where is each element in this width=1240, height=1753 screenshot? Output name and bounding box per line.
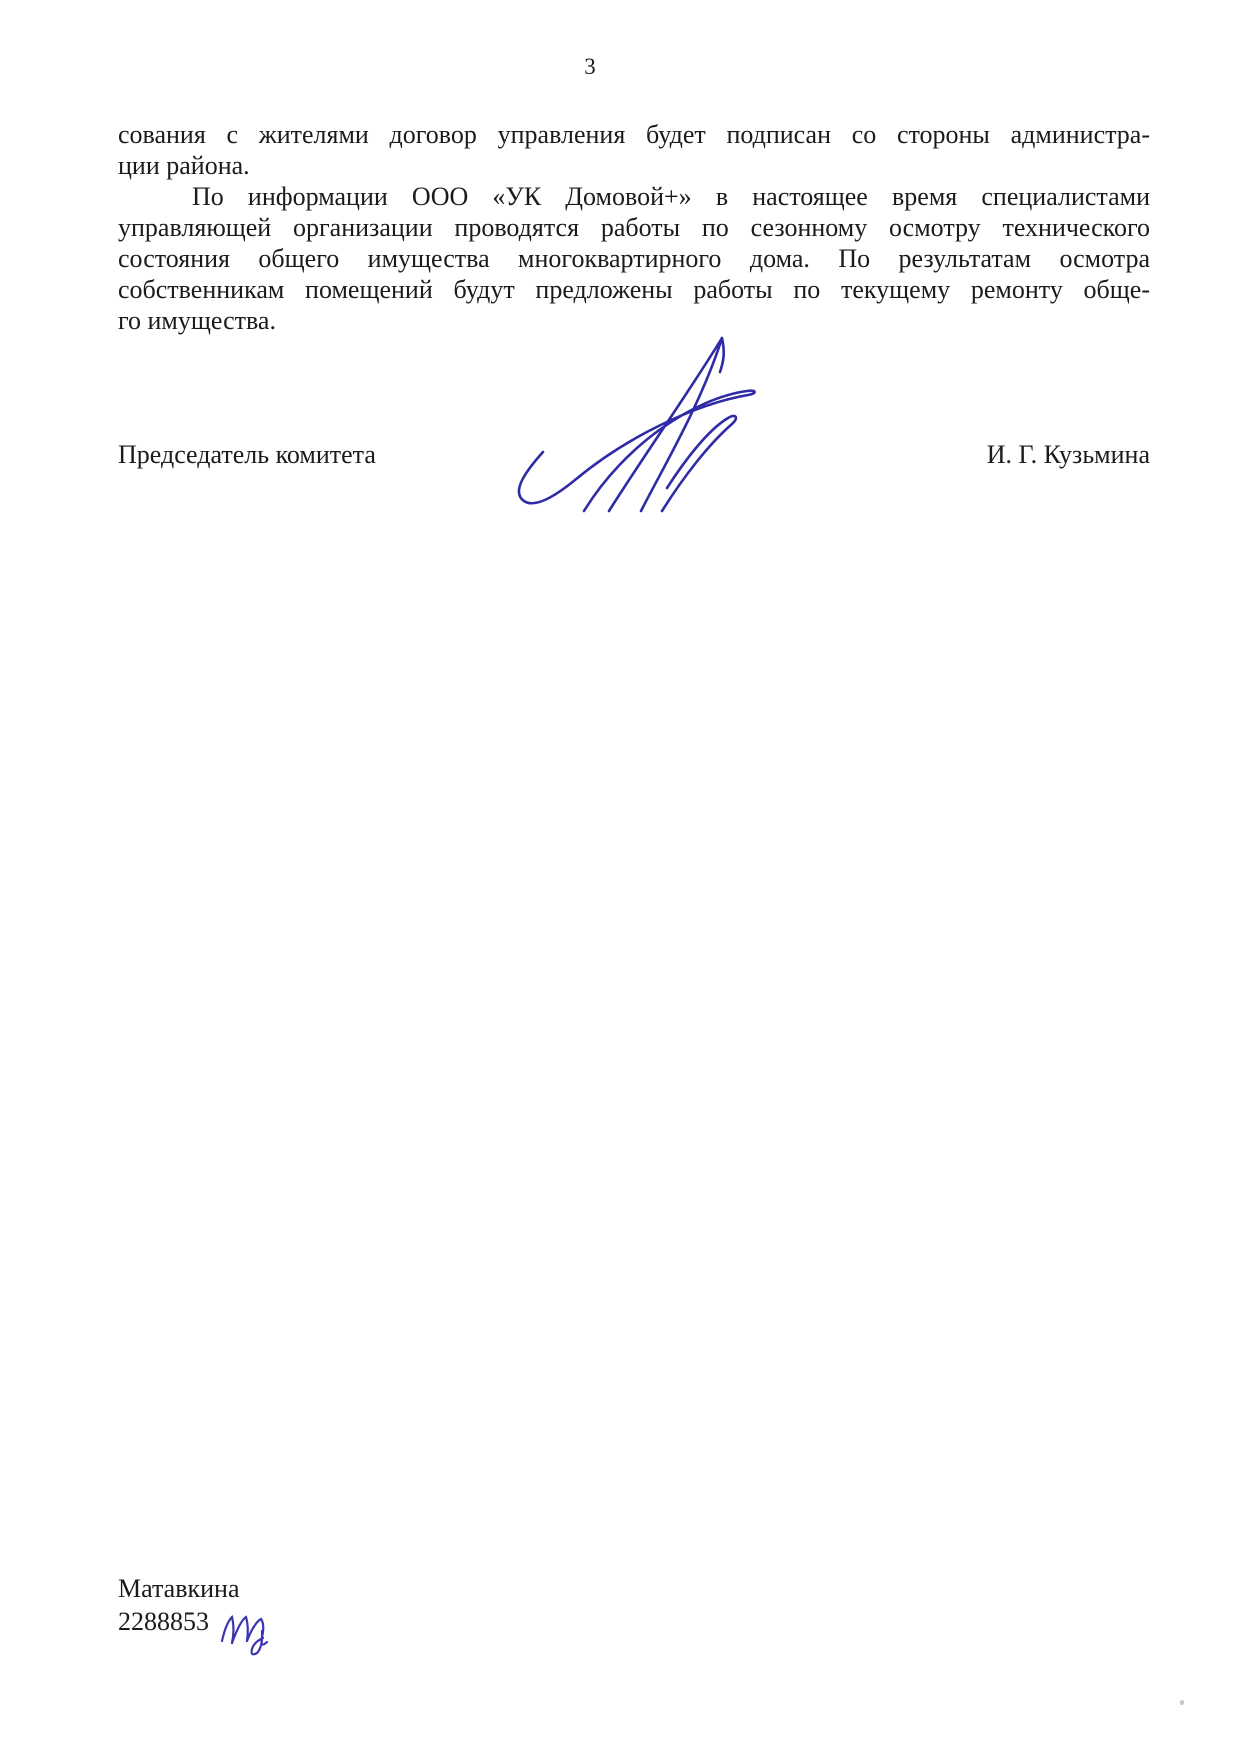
body-line: собственникам помещений будут предложены работы по текущему ремонту обще- xyxy=(118,275,1150,304)
signature-ink-icon xyxy=(503,334,765,514)
body-line: сования с жителями договор управления будет подписан со стороны администра- xyxy=(118,120,1150,149)
executor-name: Матавкина xyxy=(118,1574,240,1603)
body-line: ции района. xyxy=(118,151,250,180)
executor-block xyxy=(118,1572,277,1657)
signoff-role: Председатель комитета xyxy=(118,440,376,469)
page-number: 3 xyxy=(584,54,596,79)
body-line: состояния общего имущества многоквартирного дома. По результатам осмотра xyxy=(118,244,1150,273)
body-line: управляющей организации проводятся работы по сезонному осмотру технического xyxy=(118,213,1150,242)
letter-body xyxy=(118,119,1150,336)
scan-artifact xyxy=(1180,1700,1184,1705)
body-line: го имущества. xyxy=(118,306,276,335)
executor-phone: 2288853 xyxy=(118,1607,209,1636)
body-line: По информации ООО «УК Домовой+» в настоящее время специалистами xyxy=(192,182,1150,211)
handwritten-initials-ink-icon xyxy=(219,1605,277,1657)
signoff-name: И. Г. Кузьмина xyxy=(986,440,1150,469)
